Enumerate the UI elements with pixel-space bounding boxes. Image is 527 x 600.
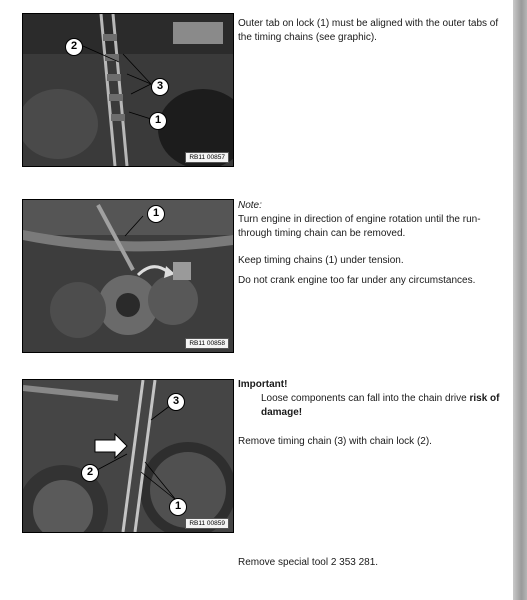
important-block xyxy=(238,378,506,449)
page-edge-bar xyxy=(513,0,527,600)
callout-1: 1 xyxy=(147,205,165,223)
instruction-keep-tension: Keep timing chains (1) under tension. xyxy=(238,255,404,266)
note-label: Note: xyxy=(238,200,262,211)
callout-3: 3 xyxy=(151,78,169,96)
callout-2: 2 xyxy=(81,464,99,482)
important-label: Important! xyxy=(238,379,288,390)
instruction-align-tabs: Outer tab on lock (1) must be aligned with the outer tabs of the timing chains (see graphic). xyxy=(238,18,499,43)
important-text xyxy=(238,392,506,420)
photo-ref-number: RB11 00857 xyxy=(185,152,229,163)
note-block xyxy=(238,199,506,288)
callout-1: 1 xyxy=(149,112,167,130)
note-text: Turn engine in direction of engine rotation until the run-through timing chain can be removed. xyxy=(238,214,481,239)
important-text-plain: Loose components can fall into the chain drive xyxy=(261,393,470,404)
instruction-remove-chain: Remove timing chain (3) with chain lock (2). xyxy=(238,436,432,447)
photo-timing-chain-lock xyxy=(22,13,234,167)
important-text-bold: risk of damage! xyxy=(261,393,500,418)
instruction-do-not-crank: Do not crank engine too far under any circumstances. xyxy=(238,275,476,286)
photo-ref-number: RB11 00859 xyxy=(185,518,229,529)
photo-engine-rotation xyxy=(22,199,234,353)
callout-3: 3 xyxy=(167,393,185,411)
photo-remove-timing-chain xyxy=(22,379,234,533)
callout-1: 1 xyxy=(169,498,187,516)
photo-ref-number: RB11 00858 xyxy=(185,338,229,349)
instruction-remove-special-tool: Remove special tool 2 353 281. xyxy=(238,557,379,568)
callout-2: 2 xyxy=(65,38,83,56)
